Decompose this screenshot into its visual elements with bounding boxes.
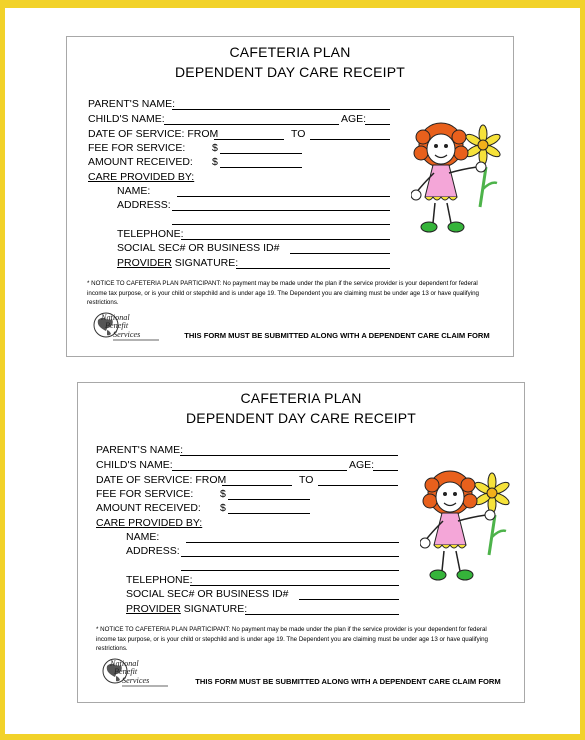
form-subtitle: DEPENDENT DAY CARE RECEIPT <box>174 64 406 80</box>
provider-address-label: ADDRESS: <box>117 199 171 211</box>
care-provided-label: CARE PROVIDED BY: <box>88 171 195 183</box>
amount-label: AMOUNT RECEIVED: <box>88 156 193 168</box>
fee-dollar-sign: $ <box>220 488 226 500</box>
social-security-label: SOCIAL SEC# OR BUSINESS ID# <box>117 242 280 254</box>
logo-line-1: National <box>110 659 139 668</box>
provider-address-field-2[interactable] <box>181 570 399 571</box>
provider-signature-field[interactable] <box>236 268 390 269</box>
age-field[interactable] <box>373 470 398 471</box>
frame-bottom-border <box>0 734 585 740</box>
childs-name-label: CHILD'S NAME: <box>88 113 165 125</box>
telephone-field[interactable] <box>190 585 399 586</box>
girl-with-flower-illustration <box>420 467 520 600</box>
date-from-field[interactable] <box>222 485 292 486</box>
parents-name-field[interactable] <box>172 109 390 110</box>
notice-text: * NOTICE TO CAFETERIA PLAN PARTICIPANT: No payment may be made under the plan if the service provider is your dependent for federal income tax purpose, or is your child or stepchild and is under age 19. The Dependent you are claiming must be under age 13 or have qualifying restrictions. <box>96 626 488 653</box>
submit-instruction: THIS FORM MUST BE SUBMITTED ALONG WITH A DEPENDENT CARE CLAIM FORM <box>184 331 490 340</box>
date-from-label: DATE OF SERVICE: FROM <box>88 128 219 140</box>
telephone-label: TELEPHONE: <box>126 574 193 586</box>
social-security-field[interactable] <box>299 599 399 600</box>
provider-word: PROVIDER <box>117 257 172 269</box>
provider-signature-label <box>126 603 247 615</box>
fee-dollar-sign: $ <box>212 142 218 154</box>
signature-word: SIGNATURE: <box>174 257 239 269</box>
logo-line-1: National <box>101 313 130 322</box>
age-label: AGE: <box>349 459 375 471</box>
amount-field[interactable] <box>220 167 302 168</box>
fee-field[interactable] <box>228 499 310 500</box>
provider-name-field[interactable] <box>177 196 390 197</box>
telephone-label: TELEPHONE: <box>117 228 184 240</box>
date-to-field[interactable] <box>310 139 390 140</box>
signature-word: SIGNATURE: <box>183 603 248 615</box>
fee-label: FEE FOR SERVICE: <box>96 488 194 500</box>
childs-name-label: CHILD'S NAME: <box>96 459 173 471</box>
childs-name-field[interactable] <box>172 470 347 471</box>
notice-text: * NOTICE TO CAFETERIA PLAN PARTICIPANT: No payment may be made under the plan if the service provider is your dependent for federal income tax purpose, or is your child or stepchild and is under age 19. The Dependent you are claiming must be under age 13 or have qualifying restrictions. <box>87 280 479 307</box>
social-security-field[interactable] <box>290 253 390 254</box>
provider-address-label: ADDRESS: <box>126 545 180 557</box>
form-title: CAFETERIA PLAN <box>229 44 351 60</box>
receipt-form-2 <box>77 382 525 703</box>
age-label: AGE: <box>341 113 367 125</box>
amount-dollar-sign: $ <box>212 156 218 168</box>
social-security-label: SOCIAL SEC# OR BUSINESS ID# <box>126 588 289 600</box>
parents-name-label: PARENT'S NAME: <box>88 98 175 110</box>
date-from-field[interactable] <box>214 139 284 140</box>
to-label: TO <box>299 474 314 486</box>
form-subtitle: DEPENDENT DAY CARE RECEIPT <box>185 410 417 426</box>
frame-right-border <box>580 0 585 740</box>
provider-address-field-2[interactable] <box>172 224 390 225</box>
care-provided-label: CARE PROVIDED BY: <box>96 517 203 529</box>
national-benefit-services-logo <box>100 656 170 697</box>
logo-line-3: Services <box>122 675 150 685</box>
parents-name-label: PARENT'S NAME: <box>96 444 183 456</box>
telephone-field[interactable] <box>181 239 390 240</box>
provider-signature-field[interactable] <box>245 614 399 615</box>
submit-instruction: THIS FORM MUST BE SUBMITTED ALONG WITH A DEPENDENT CARE CLAIM FORM <box>195 677 501 686</box>
provider-signature-label <box>117 257 238 269</box>
provider-word: PROVIDER <box>126 603 181 615</box>
age-field[interactable] <box>365 124 390 125</box>
parents-name-field[interactable] <box>180 455 398 456</box>
logo-line-2: Benefit <box>105 321 129 331</box>
provider-name-label: NAME: <box>117 185 151 197</box>
national-benefit-services-logo <box>91 310 161 351</box>
logo-line-3: Services <box>113 329 141 339</box>
provider-address-field-1[interactable] <box>181 556 399 557</box>
provider-name-label: NAME: <box>126 531 160 543</box>
form-title: CAFETERIA PLAN <box>240 390 362 406</box>
date-from-label: DATE OF SERVICE: FROM <box>96 474 227 486</box>
provider-name-field[interactable] <box>186 542 399 543</box>
receipt-form-1 <box>66 36 514 357</box>
amount-field[interactable] <box>228 513 310 514</box>
date-to-field[interactable] <box>318 485 398 486</box>
fee-field[interactable] <box>220 153 302 154</box>
amount-dollar-sign: $ <box>220 502 226 514</box>
fee-label: FEE FOR SERVICE: <box>88 142 186 154</box>
provider-address-field-1[interactable] <box>172 210 390 211</box>
frame-left-border <box>0 0 5 740</box>
frame-top-border <box>0 0 585 8</box>
logo-line-2: Benefit <box>114 667 138 677</box>
amount-label: AMOUNT RECEIVED: <box>96 502 201 514</box>
to-label: TO <box>291 128 306 140</box>
girl-with-flower-illustration <box>411 119 511 252</box>
childs-name-field[interactable] <box>164 124 339 125</box>
